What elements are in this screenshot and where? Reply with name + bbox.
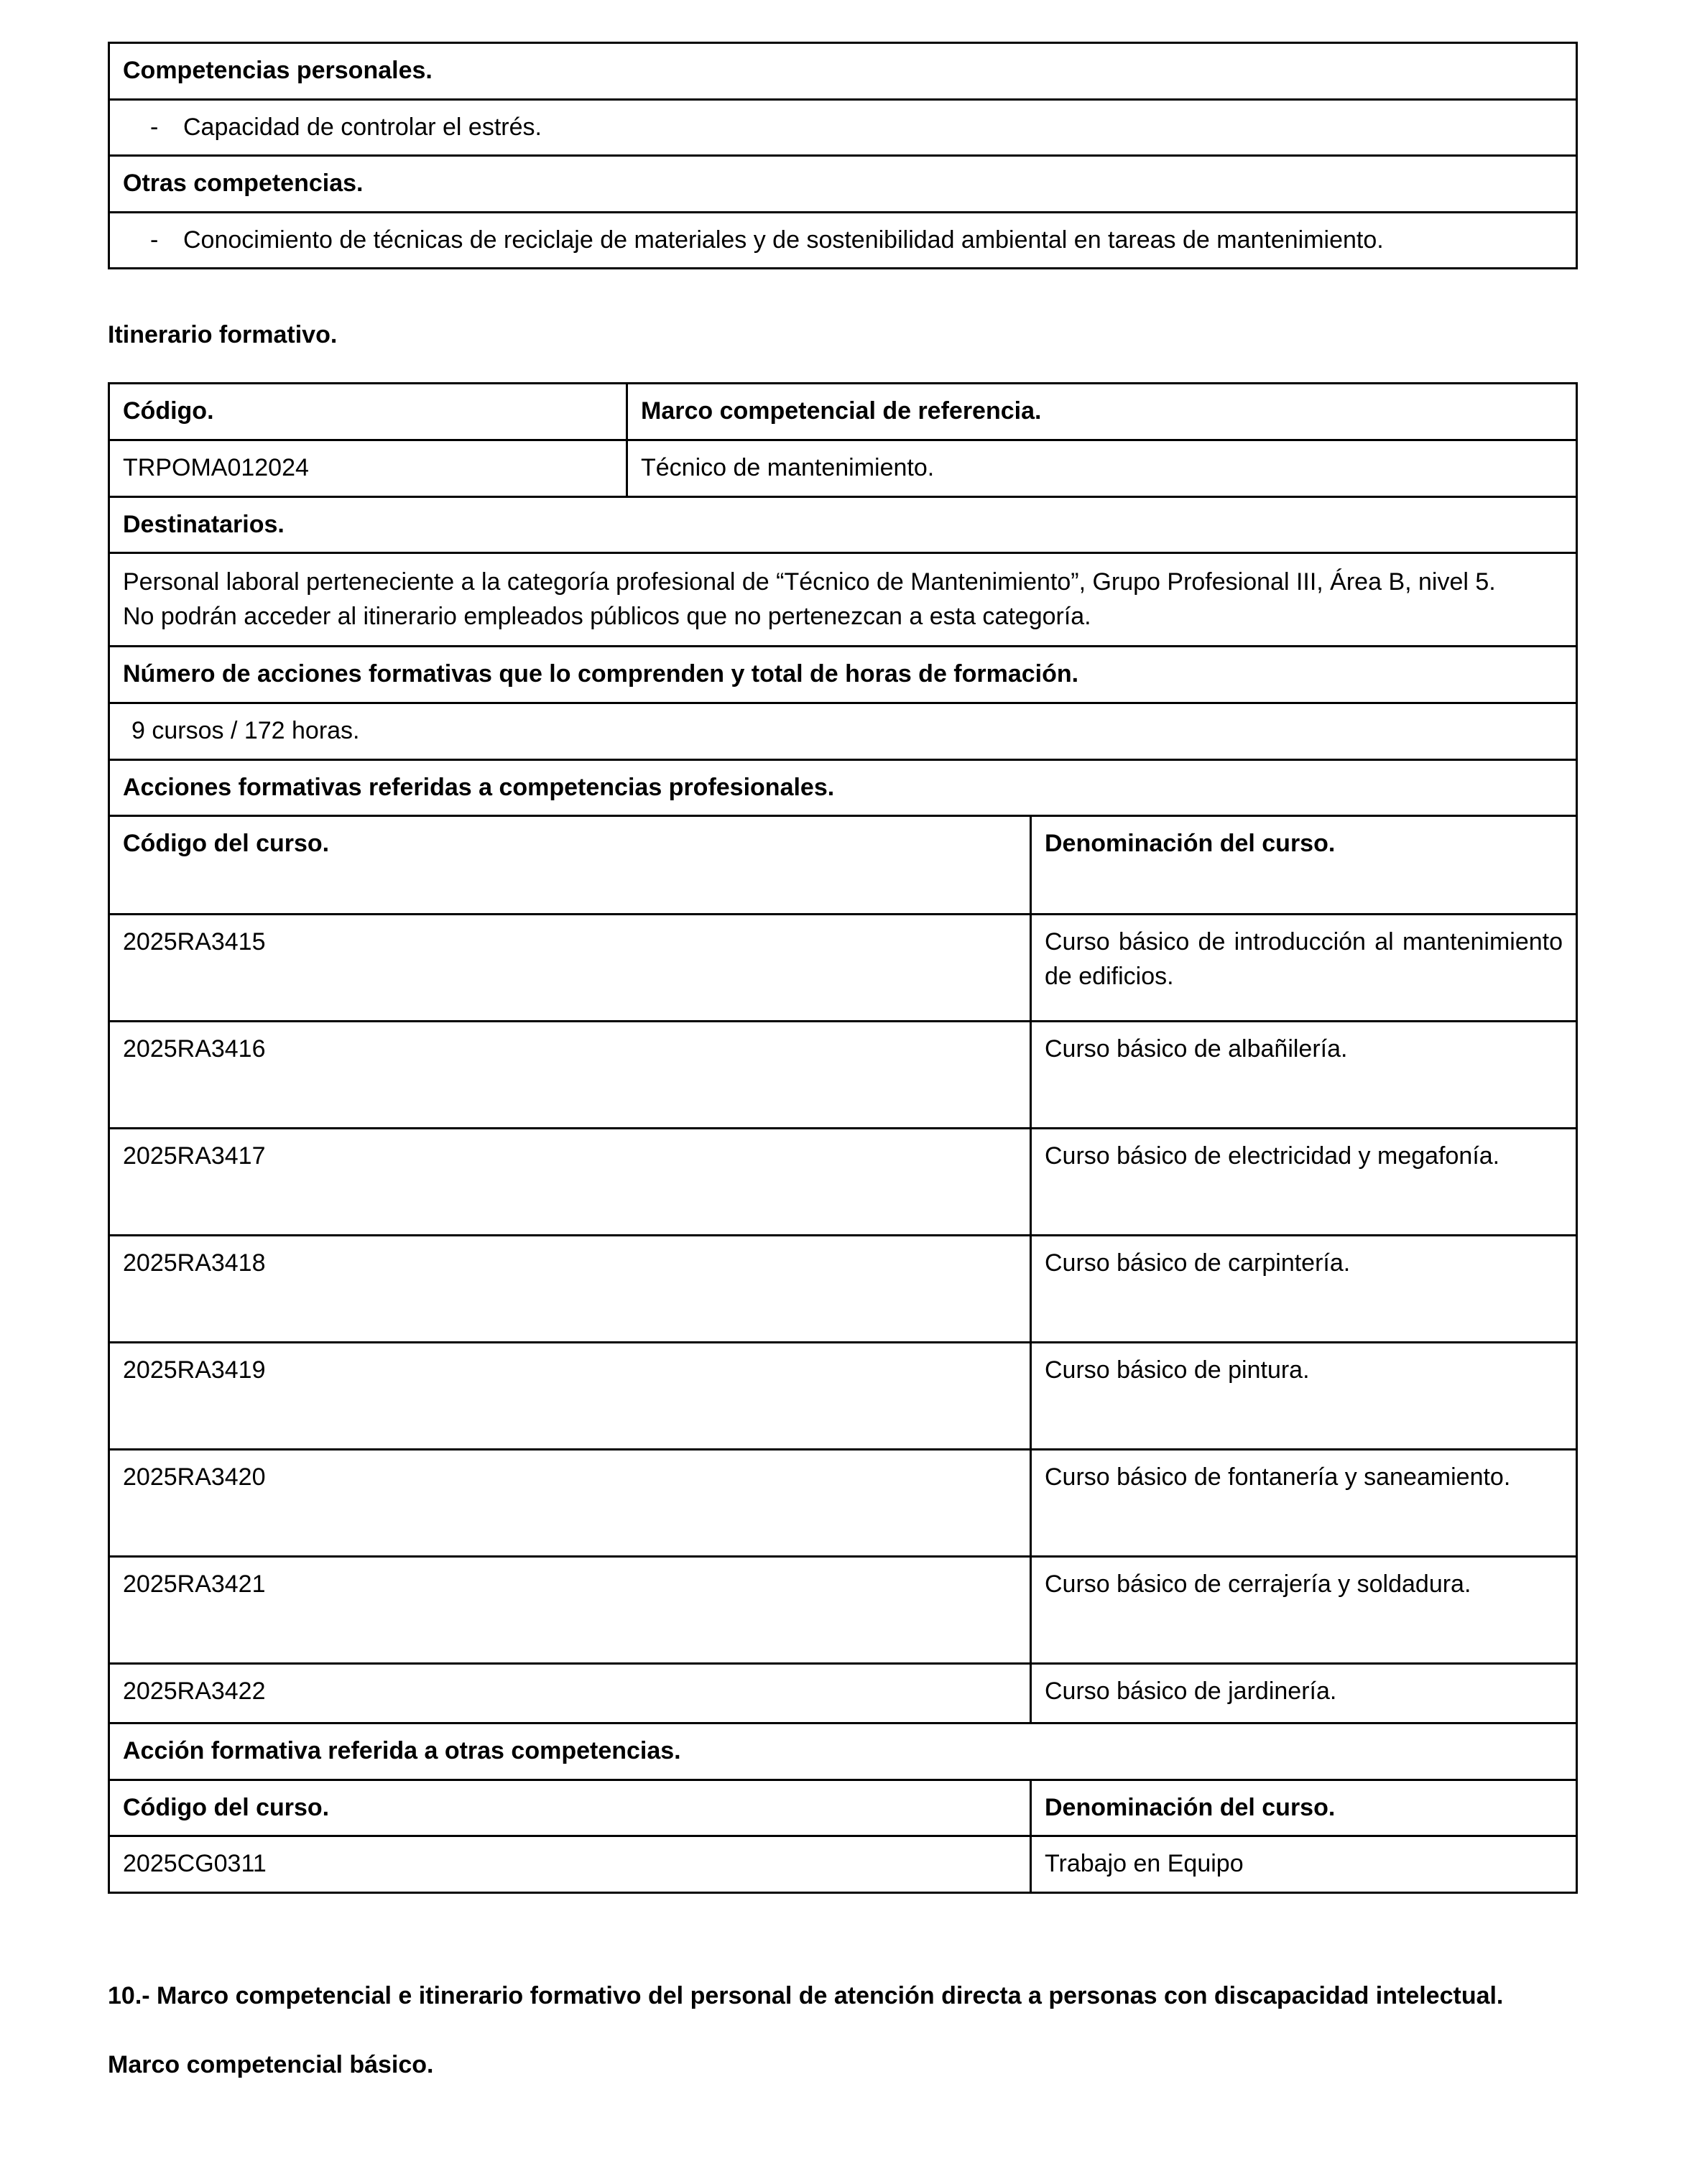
otras-name-label: Denominación del curso. bbox=[1030, 1781, 1576, 1836]
destinatarios-line1: Personal laboral perteneciente a la categoría profesional de “Técnico de Mantenimiento”, Grupo Profesional III, Área B, nivel 5. bbox=[123, 568, 1496, 596]
table-row bbox=[110, 552, 1576, 645]
course-code: 2025RA3415 bbox=[123, 928, 266, 956]
competencias-personales-item bbox=[110, 101, 1576, 155]
bullet-text: Conocimiento de técnicas de reciclaje de materiales y de sostenibilidad ambiental en tareas de mantenimiento. bbox=[183, 226, 1384, 254]
table-row bbox=[110, 1722, 1576, 1779]
section-10-heading: 10.- Marco competencial e itinerario formativo del personal de atención directa a personas con discapacidad intelectual. bbox=[108, 1981, 1504, 2009]
table-row bbox=[110, 645, 1576, 702]
bullet-text: Capacidad de controlar el estrés. bbox=[183, 113, 542, 141]
table-row bbox=[110, 439, 1576, 496]
course-name: Curso básico de fontanería y saneamiento. bbox=[1030, 1450, 1576, 1555]
table-row bbox=[110, 1835, 1576, 1892]
course-row bbox=[110, 1662, 1576, 1722]
marco-value: Técnico de mantenimiento. bbox=[626, 441, 1576, 496]
itinerario-formativo-heading: Itinerario formativo. bbox=[108, 321, 338, 349]
course-code: 2025RA3419 bbox=[123, 1356, 266, 1384]
course-row bbox=[110, 1341, 1576, 1448]
course-row bbox=[110, 1234, 1576, 1341]
course-code: 2025RA3421 bbox=[123, 1570, 266, 1598]
codigo-label: Código. bbox=[123, 397, 214, 425]
otras-course-code: 2025CG0311 bbox=[123, 1850, 267, 1878]
course-row bbox=[110, 1555, 1576, 1662]
course-code: 2025RA3416 bbox=[123, 1035, 266, 1063]
course-code: 2025RA3422 bbox=[123, 1678, 266, 1706]
competencias-table bbox=[108, 42, 1578, 269]
course-row bbox=[110, 1448, 1576, 1555]
table-row bbox=[110, 384, 1576, 439]
otras-code-label: Código del curso. bbox=[123, 1793, 330, 1821]
course-name: Curso básico de jardinería. bbox=[1030, 1665, 1576, 1722]
course-row bbox=[110, 1127, 1576, 1234]
course-code: 2025RA3417 bbox=[123, 1142, 266, 1170]
marco-competencial-basico-heading: Marco competencial básico. bbox=[108, 2051, 434, 2079]
codigo-value: TRPOMA012024 bbox=[123, 453, 309, 481]
table-row bbox=[110, 496, 1576, 552]
course-name: Curso básico de electricidad y megafonía. bbox=[1030, 1129, 1576, 1234]
course-name: Curso básico de albañilería. bbox=[1030, 1022, 1576, 1127]
course-header-row bbox=[110, 815, 1576, 913]
acciones-profesionales-header: Acciones formativas referidas a competencias profesionales. bbox=[123, 773, 835, 801]
course-row bbox=[110, 913, 1576, 1020]
otras-competencias-item bbox=[110, 213, 1576, 268]
otras-course-name: Trabajo en Equipo bbox=[1030, 1837, 1576, 1892]
course-name-label: Denominación del curso. bbox=[1030, 817, 1576, 913]
itinerario-table bbox=[108, 382, 1578, 1894]
table-row bbox=[110, 702, 1576, 759]
course-code: 2025RA3418 bbox=[123, 1249, 266, 1277]
course-code: 2025RA3420 bbox=[123, 1463, 266, 1491]
table-row bbox=[110, 759, 1576, 815]
table-row bbox=[110, 211, 1576, 268]
course-name: Curso básico de pintura. bbox=[1030, 1343, 1576, 1448]
destinatarios-header: Destinatarios. bbox=[123, 510, 285, 538]
bullet-dash: - bbox=[150, 226, 159, 254]
marco-label: Marco competencial de referencia. bbox=[626, 384, 1576, 439]
table-row bbox=[110, 1779, 1576, 1836]
course-row bbox=[110, 1020, 1576, 1127]
course-name: Curso básico de introducción al mantenimiento de edificios. bbox=[1030, 915, 1576, 1020]
bullet-dash: - bbox=[150, 113, 159, 141]
total-horas: 9 cursos / 172 horas. bbox=[131, 716, 360, 744]
otra-accion-header: Acción formativa referida a otras competencias. bbox=[123, 1737, 681, 1765]
table-row bbox=[110, 154, 1576, 211]
destinatarios-line2: No podrán acceder al itinerario empleados públicos que no pertenezcan a esta categoría. bbox=[123, 602, 1091, 630]
course-name: Curso básico de carpintería. bbox=[1030, 1236, 1576, 1341]
table-row bbox=[110, 44, 1576, 98]
course-code-label: Código del curso. bbox=[123, 830, 330, 858]
course-name: Curso básico de cerrajería y soldadura. bbox=[1030, 1558, 1576, 1662]
otras-competencias-header: Otras competencias. bbox=[123, 170, 364, 198]
competencias-personales-header: Competencias personales. bbox=[123, 57, 433, 84]
table-row bbox=[110, 98, 1576, 155]
num-acciones-header: Número de acciones formativas que lo comprenden y total de horas de formación. bbox=[123, 660, 1079, 688]
destinatarios-text bbox=[110, 554, 1576, 645]
